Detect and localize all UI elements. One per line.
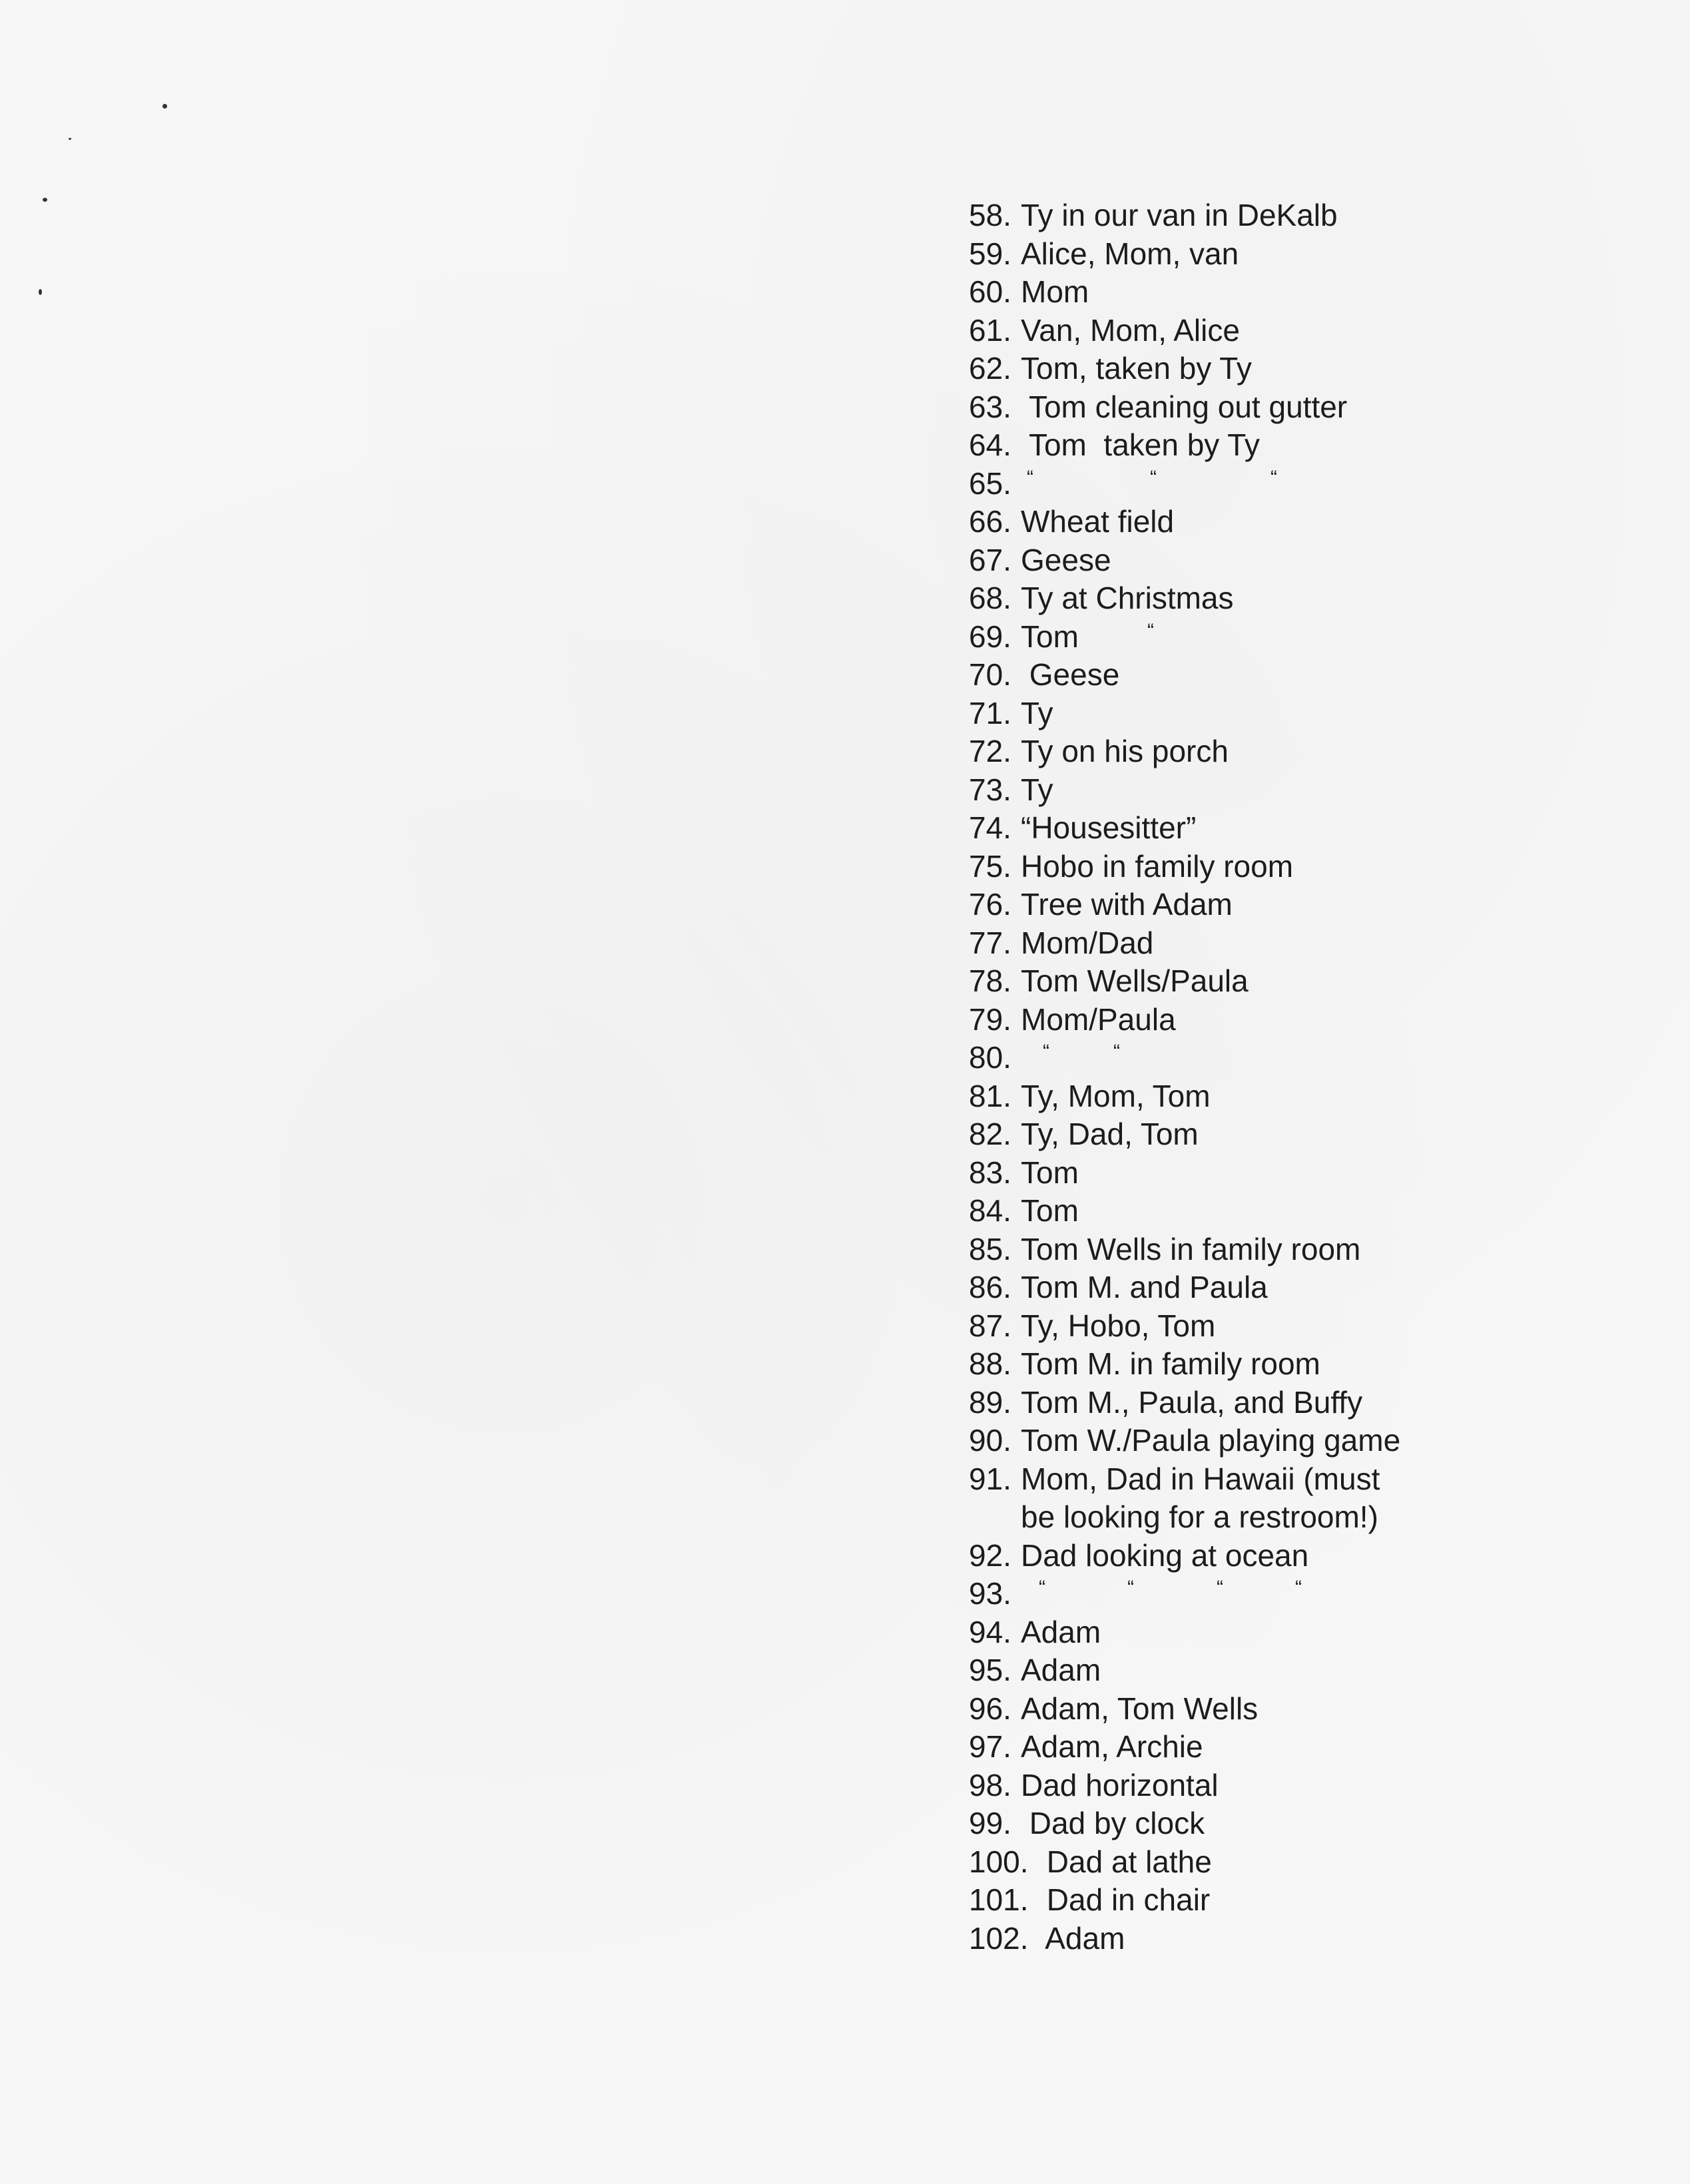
item-number: 60. xyxy=(969,274,1011,309)
list-item xyxy=(969,1307,1400,1346)
item-caption: Tom M. and Paula xyxy=(1021,1270,1268,1304)
list-item xyxy=(969,541,1400,580)
list-item xyxy=(969,1460,1400,1537)
item-number: 58. xyxy=(969,198,1011,232)
item-caption: Dad horizontal xyxy=(1021,1767,1219,1802)
item-caption: Ty in our van in DeKalb xyxy=(1021,198,1338,232)
item-number: 78. xyxy=(969,963,1011,998)
ditto-mark: “ xyxy=(1150,466,1157,489)
item-caption: Adam xyxy=(1038,1920,1125,1956)
item-number: 83. xyxy=(969,1155,1011,1190)
list-item xyxy=(969,848,1400,886)
item-caption: Tom M. in family room xyxy=(1021,1346,1320,1381)
item-number: 85. xyxy=(969,1231,1011,1266)
list-item xyxy=(969,503,1400,541)
item-number: 84. xyxy=(969,1193,1011,1228)
list-item xyxy=(969,618,1400,657)
item-number: 92. xyxy=(969,1537,1011,1573)
list-item xyxy=(969,1268,1400,1307)
item-caption: Geese xyxy=(1021,542,1111,577)
list-item xyxy=(969,1345,1400,1384)
item-caption: “Housesitter” xyxy=(1021,810,1197,845)
item-caption: Van, Mom, Alice xyxy=(1021,312,1240,348)
item-number: 87. xyxy=(969,1308,1011,1343)
ditto-mark: “ xyxy=(1270,466,1277,489)
list-item xyxy=(969,694,1400,733)
list-item xyxy=(969,1077,1400,1116)
list-item xyxy=(969,809,1400,848)
item-caption: Tom Wells/Paula xyxy=(1021,963,1249,998)
item-number: 68. xyxy=(969,581,1011,615)
item-number: 82. xyxy=(969,1117,1011,1151)
ditto-mark: “ xyxy=(1043,1041,1049,1063)
item-caption: Adam xyxy=(1021,1653,1101,1687)
item-number: 66. xyxy=(969,504,1011,539)
item-number: 101. xyxy=(969,1882,1029,1917)
item-caption: Tree with Adam xyxy=(1021,887,1233,922)
list-item xyxy=(969,196,1400,235)
item-caption: Mom/Paula xyxy=(1021,1001,1176,1037)
item-number: 81. xyxy=(969,1078,1011,1113)
list-item xyxy=(969,771,1400,810)
item-caption: Mom/Dad xyxy=(1021,925,1154,960)
item-number: 74. xyxy=(969,810,1011,845)
item-caption: Ty at Christmas xyxy=(1021,581,1234,615)
item-caption: Dad at lathe xyxy=(1038,1844,1212,1879)
ditto-mark: “ xyxy=(1027,466,1033,489)
item-caption: Wheat field xyxy=(1021,504,1175,539)
item-number: 70. xyxy=(969,657,1011,692)
item-number: 59. xyxy=(969,236,1011,271)
list-item xyxy=(969,1154,1400,1193)
ditto-mark: “ xyxy=(1217,1577,1223,1599)
list-item xyxy=(969,1690,1400,1729)
item-number: 98. xyxy=(969,1767,1011,1802)
list-item xyxy=(969,388,1400,427)
item-caption: Dad by clock xyxy=(1021,1806,1205,1840)
item-number: 65. xyxy=(969,465,1011,501)
item-number: 80. xyxy=(969,1040,1011,1075)
list-item xyxy=(969,1651,1400,1690)
item-caption: Tom xyxy=(1021,1193,1079,1228)
list-item xyxy=(969,1843,1400,1882)
scan-speck xyxy=(43,198,47,202)
item-number: 99. xyxy=(969,1806,1011,1840)
list-item xyxy=(969,312,1400,350)
item-caption: Ty, Dad, Tom xyxy=(1021,1117,1199,1151)
item-number: 88. xyxy=(969,1346,1011,1381)
item-caption: Tom xyxy=(1021,1155,1079,1190)
item-caption: Tom taken by Ty xyxy=(1021,427,1260,462)
list-item xyxy=(969,273,1400,312)
item-caption: Tom M., Paula, and Buffy xyxy=(1021,1384,1363,1420)
list-item xyxy=(969,350,1400,388)
item-number: 72. xyxy=(969,734,1011,768)
list-item xyxy=(969,1115,1400,1154)
item-number: 73. xyxy=(969,772,1011,807)
item-number: 100. xyxy=(969,1844,1029,1879)
item-caption: Adam xyxy=(1021,1614,1101,1649)
list-item xyxy=(969,924,1400,963)
list-item xyxy=(969,1728,1400,1767)
ditto-mark: “ xyxy=(1295,1577,1302,1599)
scan-speck xyxy=(39,289,42,295)
item-caption: Ty, Hobo, Tom xyxy=(1021,1308,1216,1343)
ditto-mark: “ xyxy=(1127,1577,1134,1599)
scan-speck xyxy=(162,104,167,109)
item-number: 97. xyxy=(969,1729,1011,1764)
item-caption: Tom, taken by Ty xyxy=(1021,351,1252,386)
list-item xyxy=(969,1767,1400,1805)
list-item xyxy=(969,1384,1400,1422)
ditto-mark: “ xyxy=(1147,619,1154,642)
item-number: 91. xyxy=(969,1461,1011,1496)
item-number: 96. xyxy=(969,1691,1011,1726)
item-number: 63. xyxy=(969,389,1011,424)
item-caption: Adam, Archie xyxy=(1021,1729,1203,1764)
ditto-mark: “ xyxy=(1039,1577,1045,1599)
item-caption xyxy=(1021,1460,1380,1537)
item-caption: Mom xyxy=(1021,274,1089,309)
item-number: 102. xyxy=(969,1920,1029,1956)
list-item xyxy=(969,1881,1400,1920)
scan-speck xyxy=(69,138,71,140)
item-caption: Geese xyxy=(1021,657,1120,692)
item-caption-line-1: Mom, Dad in Hawaii (must xyxy=(1021,1461,1380,1496)
item-caption: Ty, Mom, Tom xyxy=(1021,1078,1211,1113)
list-item xyxy=(969,1230,1400,1269)
list-item xyxy=(969,1001,1400,1039)
item-caption: Tom xyxy=(1021,619,1079,654)
list-item xyxy=(969,235,1400,274)
item-number: 61. xyxy=(969,312,1011,348)
list-item xyxy=(969,656,1400,694)
list-item xyxy=(969,962,1400,1001)
item-caption: Dad in chair xyxy=(1038,1882,1211,1917)
item-caption: Tom Wells in family room xyxy=(1021,1231,1361,1266)
list-item xyxy=(969,1537,1400,1575)
item-number: 77. xyxy=(969,925,1011,960)
item-caption: Ty xyxy=(1021,772,1053,807)
item-number: 89. xyxy=(969,1384,1011,1420)
item-caption: Tom W./Paula playing game xyxy=(1021,1423,1401,1458)
list-item xyxy=(969,579,1400,618)
photo-caption-list xyxy=(969,196,1400,1958)
item-number: 75. xyxy=(969,848,1011,884)
list-item xyxy=(969,1192,1400,1230)
item-number: 71. xyxy=(969,695,1011,730)
item-caption-line-2: be looking for a restroom!) xyxy=(1021,1500,1378,1534)
list-item xyxy=(969,732,1400,771)
list-item xyxy=(969,1920,1400,1958)
item-number: 93. xyxy=(969,1576,1011,1611)
list-item xyxy=(969,465,1400,503)
item-caption: Adam, Tom Wells xyxy=(1021,1691,1259,1726)
list-item xyxy=(969,1039,1400,1077)
list-item xyxy=(969,426,1400,465)
item-caption: Ty on his porch xyxy=(1021,734,1229,768)
item-number: 69. xyxy=(969,619,1011,654)
item-number: 64. xyxy=(969,427,1011,462)
item-caption: Dad looking at ocean xyxy=(1021,1537,1309,1573)
item-caption: Alice, Mom, van xyxy=(1021,236,1239,271)
list-item xyxy=(969,886,1400,924)
item-number: 95. xyxy=(969,1653,1011,1687)
item-number: 86. xyxy=(969,1270,1011,1304)
list-item xyxy=(969,1575,1400,1613)
item-number: 79. xyxy=(969,1001,1011,1037)
item-caption: Hobo in family room xyxy=(1021,848,1294,884)
list-item xyxy=(969,1613,1400,1652)
item-number: 67. xyxy=(969,542,1011,577)
ditto-mark: “ xyxy=(1113,1041,1120,1063)
item-caption: Ty xyxy=(1021,695,1053,730)
list-item xyxy=(969,1804,1400,1843)
item-number: 90. xyxy=(969,1423,1011,1458)
item-caption: Tom cleaning out gutter xyxy=(1021,389,1348,424)
item-number: 62. xyxy=(969,351,1011,386)
item-number: 76. xyxy=(969,887,1011,922)
list-item xyxy=(969,1422,1400,1460)
item-number: 94. xyxy=(969,1614,1011,1649)
